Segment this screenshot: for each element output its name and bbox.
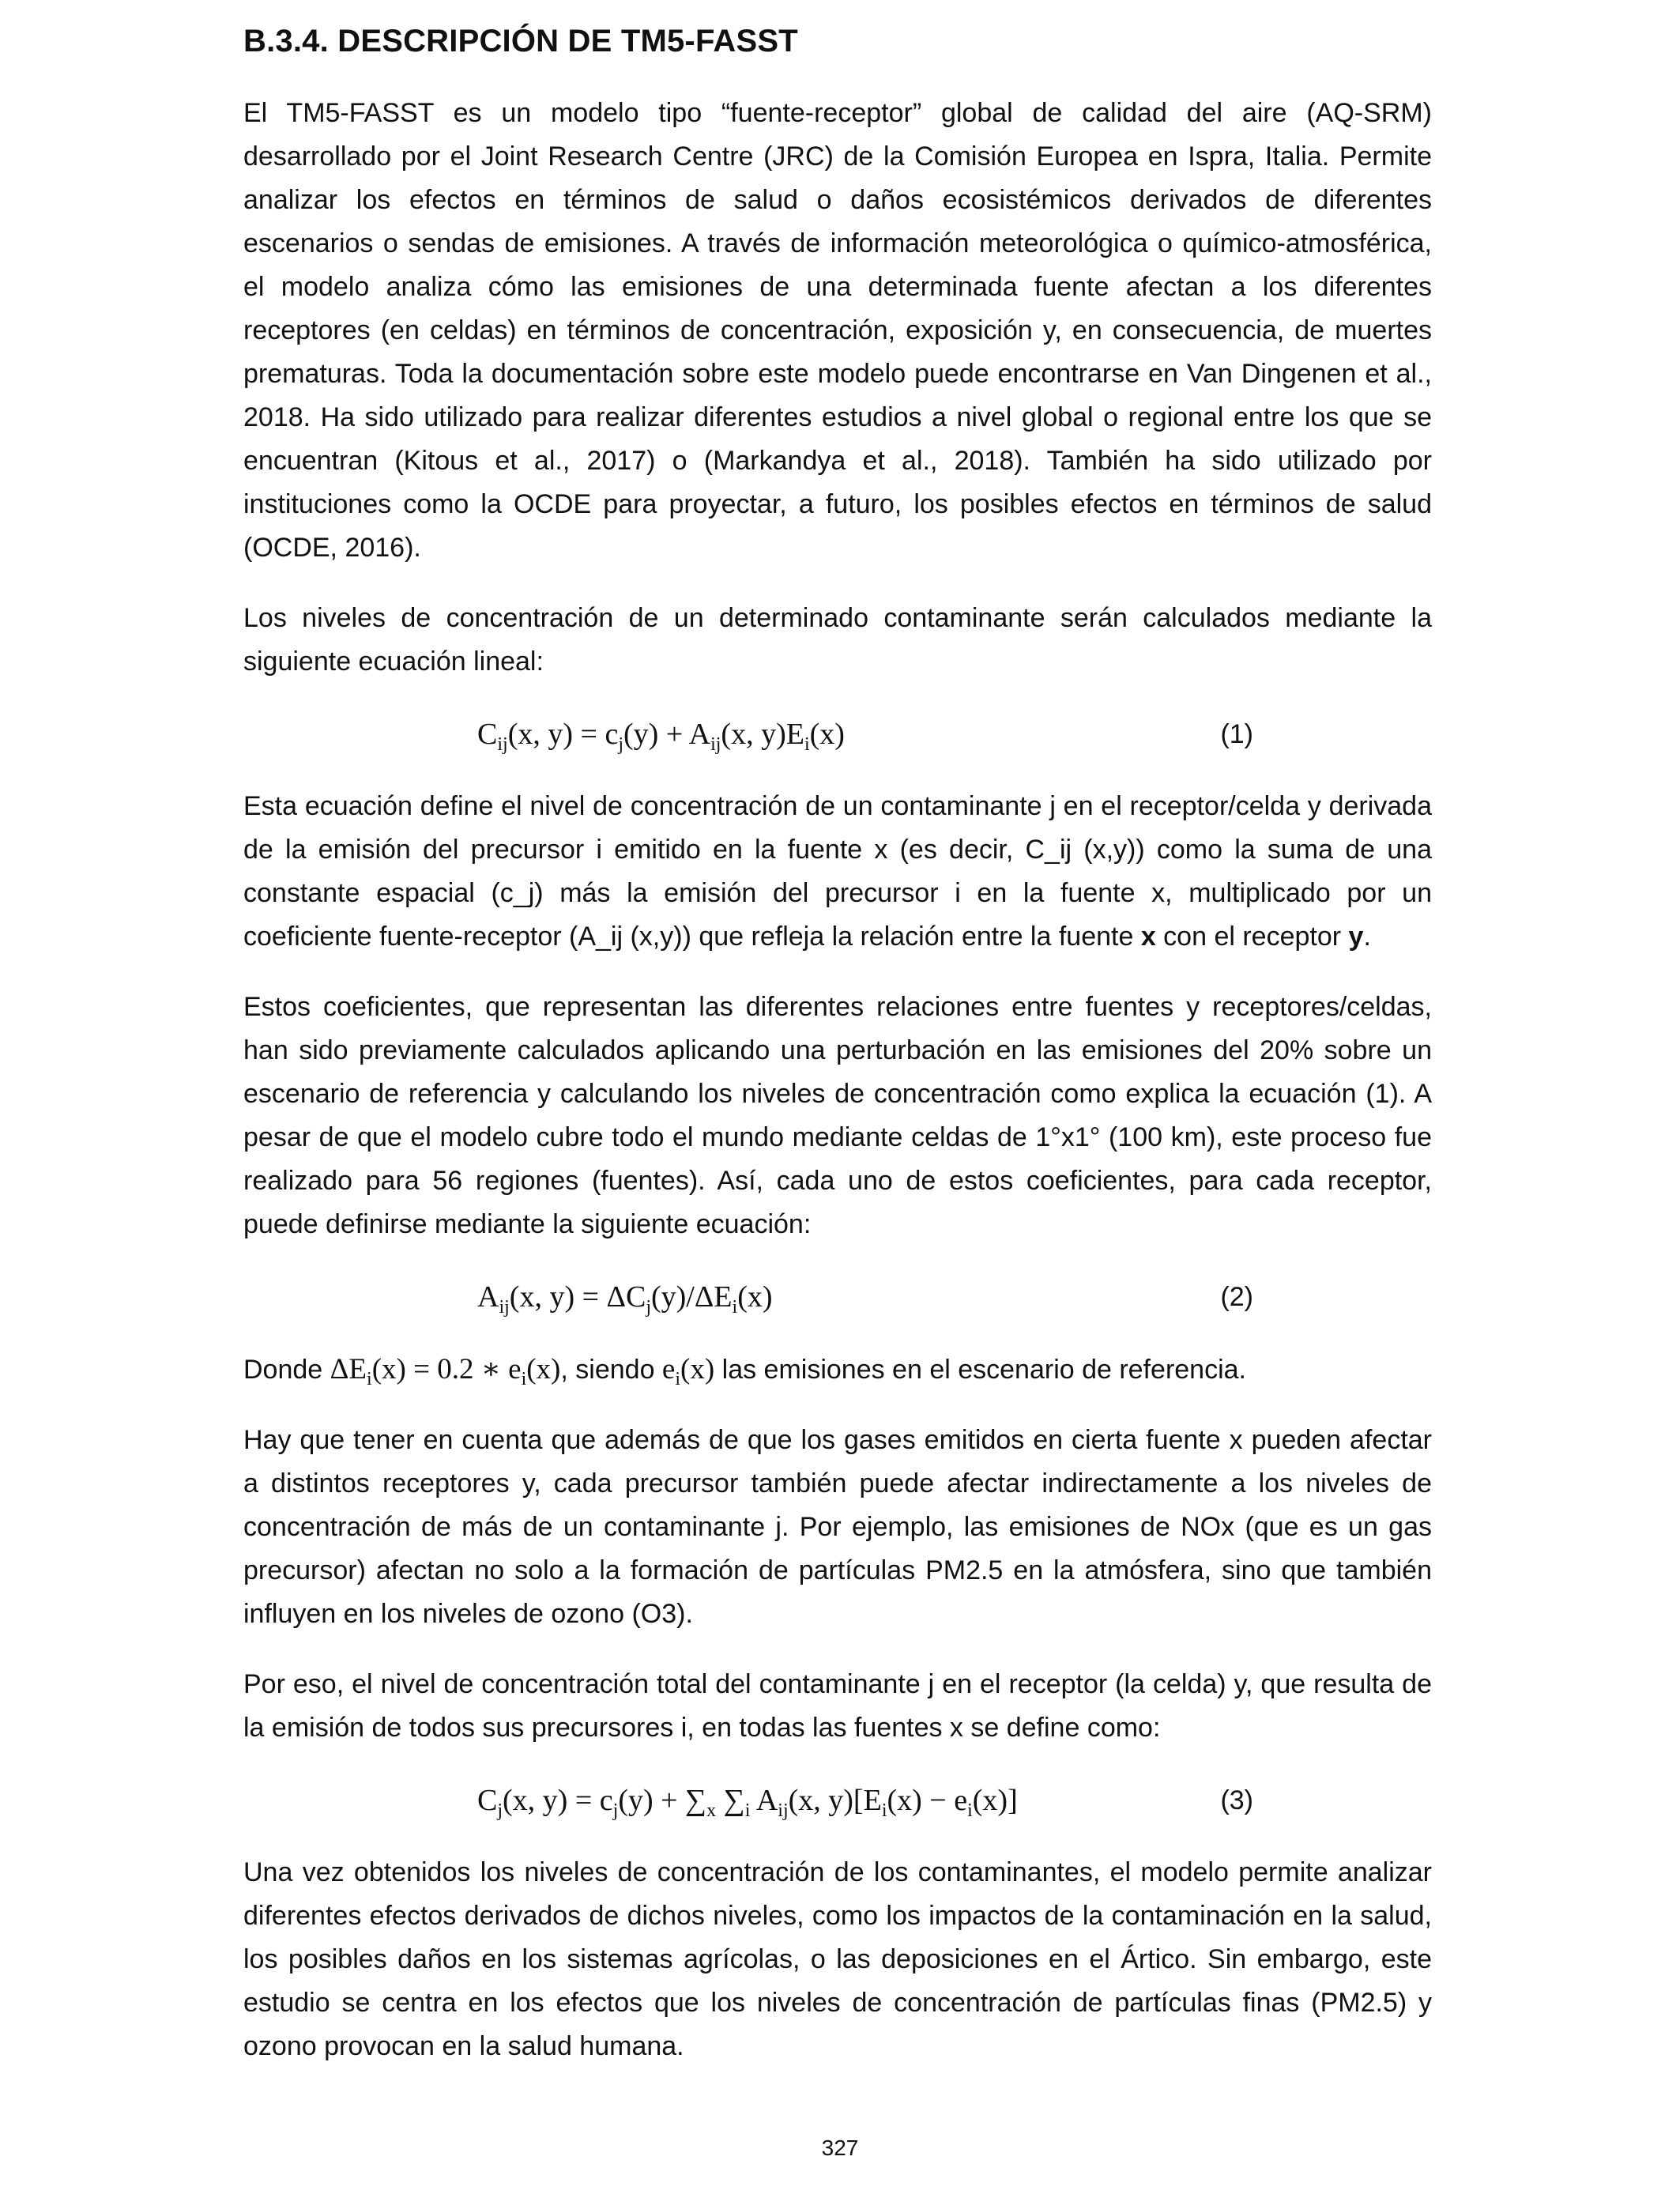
- inline-delta-formula: $\Delta E_i(x) = 0.2$ ∗ $e_i(x)$: [330, 1353, 561, 1389]
- equation-3-expression: $C_j(x$, $y) = c_j(y) + \sum_x$ $\sum_i$ $A_{ij}(x$, $y)[E_i(x) - e_i(x)]$: [477, 1784, 1018, 1821]
- equation-2-expression: $A_{ij}(x$, $y) = \Delta C_j(y)/\Delta E_i(x)$: [477, 1280, 773, 1318]
- equation-3: [243, 1777, 1432, 1824]
- equation-2: [243, 1273, 1432, 1321]
- equation-1-number: (1): [1220, 719, 1253, 749]
- paragraph-coefficients: Estos coeficientes, que representan las diferentes relaciones entre fuentes y receptores/celdas, han sido previamente calculados aplicando una perturbación en las emisiones del 20% sobre un escenario de referencia y calculando los niveles de concentración como explica la ecuación (1). A pesar de que el modelo cubre todo el mundo mediante celdas de 1°x1° (100 km), este proceso fue realizado para 56 regiones (fuentes). Así, cada uno de estos coeficientes, para cada receptor, puede definirse mediante la siguiente ecuación:: [243, 992, 1432, 1239]
- equation-1: [243, 711, 1432, 758]
- paragraph-intro: El TM5-FASST es un modelo tipo “fuente-receptor” global de calidad del aire (AQ-SRM) desarrollado por el Joint Research Centre (JRC) de la Comisión Europea en Ispra, Italia. Permite analizar los efectos en términos de salud o daños ecosistémicos derivados de diferentes escenarios o sendas de emisiones. A través de información meteorológica o químico-atmosférica, el modelo analiza cómo las emisiones de una determinada fuente afectan a los diferentes receptores (en celdas) en términos de concentración, exposición y, en consecuencia, de muertes prematuras. Toda la documentación sobre este modelo puede encontrarse en Van Dingenen et al., 2018. Ha sido utilizado para realizar diferentes estudios a nivel global o regional entre los que se encuentran (Kitous et al., 2017) o (Markandya et al., 2018). También ha sido utilizado por instituciones como la OCDE para proyectar, a futuro, los posibles efectos en términos de salud (OCDE, 2016).: [243, 98, 1432, 563]
- document-page: [243, 19, 1432, 2068]
- equation-2-number: (2): [1220, 1282, 1253, 1312]
- paragraph-precursors: Hay que tener en cuenta que además de que los gases emitidos en cierta fuente x pueden afectar a distintos receptores y, cada precursor también puede afectar indirectamente a los niveles de concentración de más de un contaminante j. Por ejemplo, las emisiones de NOx (que es un gas precursor) afectan no solo a la formación de partículas PM2.5 en la atmósfera, sino que también influyen en los niveles de ozono (O3).: [243, 1425, 1432, 1629]
- paragraph-total-concentration: Por eso, el nivel de concentración total del contaminante j en el receptor (la celda) y, que resulta de la emisión de todos sus precursores i, en todas las fuentes x se define como:: [243, 1669, 1432, 1743]
- page-number: 327: [821, 2136, 859, 2160]
- equation-3-number: (3): [1220, 1785, 1253, 1815]
- paragraph-health-effects: Una vez obtenidos los niveles de concentración de los contaminantes, el modelo permite analizar diferentes efectos derivados de dichos niveles, como los impactos de la contaminación en la salud, los posibles daños en los sistemas agrícolas, o las deposiciones en el Ártico. Sin embargo, este estudio se centra en los efectos que los niveles de concentración de partículas finas (PM2.5) y ozono provocan en la salud humana.: [243, 1857, 1432, 2061]
- section-heading: B.3.4. DESCRIPCIÓN DE TM5-FASST: [243, 24, 798, 58]
- paragraph-linear-equation-intro: Los niveles de concentración de un determinado contaminante serán calculados mediante la siguiente ecuación lineal:: [243, 603, 1432, 677]
- equation-1-expression: $C_{ij}(x$, $y) = c_j(y) + A_{ij}(x$, $y)E_i(x)$: [477, 718, 845, 755]
- inline-emission-formula: $e_i(x)$: [661, 1353, 715, 1389]
- paragraph-equation-explanation: Esta ecuación define el nivel de concentración de un contaminante j en el receptor/celda y derivada de la emisión del precursor i emitido en la fuente x (es decir, C_ij (x,y)) como la suma de una constante espacial (c_j) más la emisión del precursor i en la fuente x, multiplicado por un coeficiente fuente-receptor (A_ij (x,y)) que refleja la relación entre la fuente x con el receptor y.: [243, 791, 1432, 952]
- paragraph-delta-definition: Donde $\Delta E_i(x) = 0.2$ ∗ $e_i(x)$, siendo $e_i(x)$ las emisiones en el escenario de referencia.: [243, 1353, 1246, 1389]
